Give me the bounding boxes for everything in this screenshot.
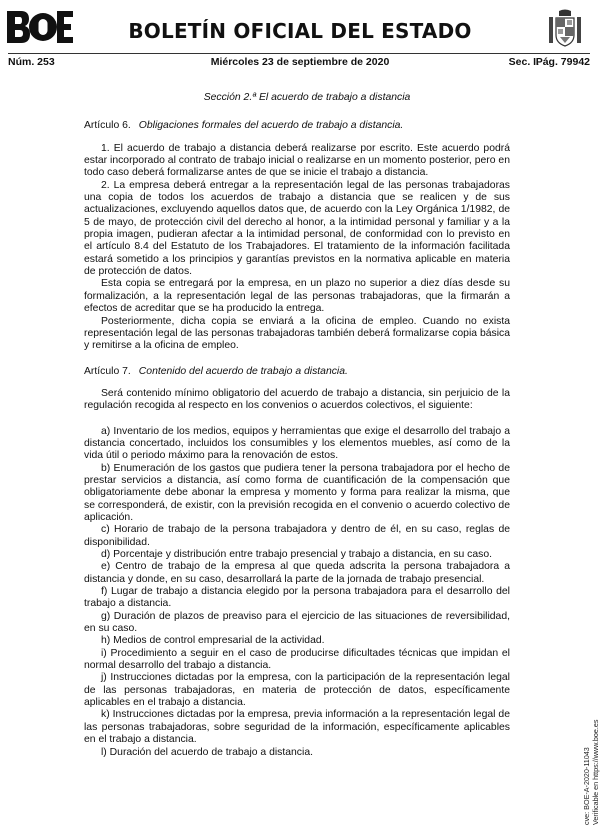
list-item: k) Instrucciones dictadas por la empresa, previa información a la representación legal de las personas trabajadoras, sobre seguridad de la información, específicamente aplicables en el trabajo a distancia. xyxy=(84,709,510,746)
paragraph: Esta copia se entregará por la empresa, en un plazo no superior a diez días desde su formalización, a la representación legal de las personas trabajadoras, que la firmarán a efectos de acreditar que se ha producido la entrega. xyxy=(84,278,510,315)
issue-number: Núm. 253 xyxy=(8,56,55,68)
list-item: e) Centro de trabajo de la empresa al que queda adscrita la persona trabajadora a distancia y donde, en su caso, desarrollará la parte de la jornada de trabajo presencial. xyxy=(84,561,510,585)
coat-of-arms-icon xyxy=(548,9,582,49)
page-number: Pág. 79942 xyxy=(535,56,590,68)
paragraph: Será contenido mínimo obligatorio del acuerdo de trabajo a distancia, sin perjuicio de la regulación recogida al respecto en los convenios o acuerdos colectivos, el siguiente: xyxy=(84,387,510,412)
publication-date: Miércoles 23 de septiembre de 2020 xyxy=(210,56,390,68)
list-item: g) Duración de plazos de preaviso para el ejercicio de las situaciones de reversibilidad, en su caso. xyxy=(84,610,510,635)
paragraph: 1. El acuerdo de trabajo a distancia deberá realizarse por escrito. Este acuerdo podrá estar incorporado al contrato de trabajo inicial o realizarse en un momento posterior, pero en todo caso deberá formalizarse antes de que se inicie el trabajo a distancia. xyxy=(84,142,510,179)
list-item: d) Porcentaje y distribución entre trabajo presencial y trabajo a distancia, en su caso. xyxy=(101,549,493,560)
document-body xyxy=(84,92,510,759)
article-title: Obligaciones formales del acuerdo de trabajo a distancia. xyxy=(138,120,404,132)
article-number: Artículo 6. xyxy=(84,120,131,132)
article-number: Artículo 7. xyxy=(84,365,131,377)
section-heading: Sección 2.ª El acuerdo de trabajo a distancia xyxy=(203,92,411,103)
paragraph: 2. La empresa deberá entregar a la representación legal de las personas trabajadoras una copia de todos los acuerdos de trabajo a distancia que se realicen y de sus actualizaciones, excluyendo aquellos datos que, de acuerdo con la Ley Orgánica 1/1982, de 5 de mayo, de protección civil del derecho al honor, a la intimidad personal y familiar y a la propia imagen, pudieran afectar a la intimidad personal, de conformidad con lo previsto en el artículo 8.4 del Estatuto de los Trabajadores. El tratamiento de la información facilitada estará sometido a los principios y garantías previstos en la normativa aplicable en materia de protección de datos. xyxy=(84,179,510,278)
page-title: BOLETÍN OFICIAL DEL ESTADO xyxy=(128,19,472,43)
list-item: c) Horario de trabajo de la persona trabajadora y dentro de él, en su caso, reglas de disponibilidad. xyxy=(84,524,510,548)
verification-link[interactable]: Verificable en https://www.boe.es xyxy=(591,719,600,825)
header-rule xyxy=(8,53,590,54)
list-item: a) Inventario de los medios, equipos y herramientas que exige el desarrollo del trabajo a distancia concertado, incluidos los consumibles y los elementos muebles, así como de la vida útil o periodo máximo para la renovación de estos. xyxy=(84,425,510,462)
verification-note xyxy=(582,720,600,825)
cve-code: cve: BOE-A-2020-11043 xyxy=(582,747,591,825)
article-heading xyxy=(84,366,510,378)
list-item: l) Duración del acuerdo de trabajo a distancia. xyxy=(101,746,313,758)
section-label: Sec. I. xyxy=(508,56,539,68)
article-heading xyxy=(84,120,510,132)
list-item: j) Instrucciones dictadas por la empresa, con la participación de la representación legal de las personas trabajadoras, en materia de protección de datos, específicamente aplicables en el trabajo a distancia. xyxy=(84,672,510,709)
list-item: h) Medios de control empresarial de la actividad. xyxy=(101,635,325,647)
paragraph: Posteriormente, dicha copia se enviará a la oficina de empleo. Cuando no exista representación legal de las personas trabajadoras también deberá formalizarse copia básica y remitirse a la oficina de empleo. xyxy=(84,315,510,352)
list-item: b) Enumeración de los gastos que pudiera tener la persona trabajadora por el hecho de prestar servicios a distancia, así como forma de cuantificación de la compensación que obligatoriamente debe abonar la empresa y momento y forma para realizar la misma, que se corresponderá, de existir, con la previsión recogida en el convenio o acuerdo colectivo de aplicación. xyxy=(84,462,510,523)
article-title: Contenido del acuerdo de trabajo a distancia. xyxy=(138,365,348,377)
list-item: f) Lugar de trabajo a distancia elegido por la persona trabajadora para el desarrollo del trabajo a distancia. xyxy=(84,586,510,610)
list-item: i) Procedimiento a seguir en el caso de producirse dificultades técnicas que impidan el normal desarrollo del trabajo a distancia. xyxy=(84,647,510,672)
